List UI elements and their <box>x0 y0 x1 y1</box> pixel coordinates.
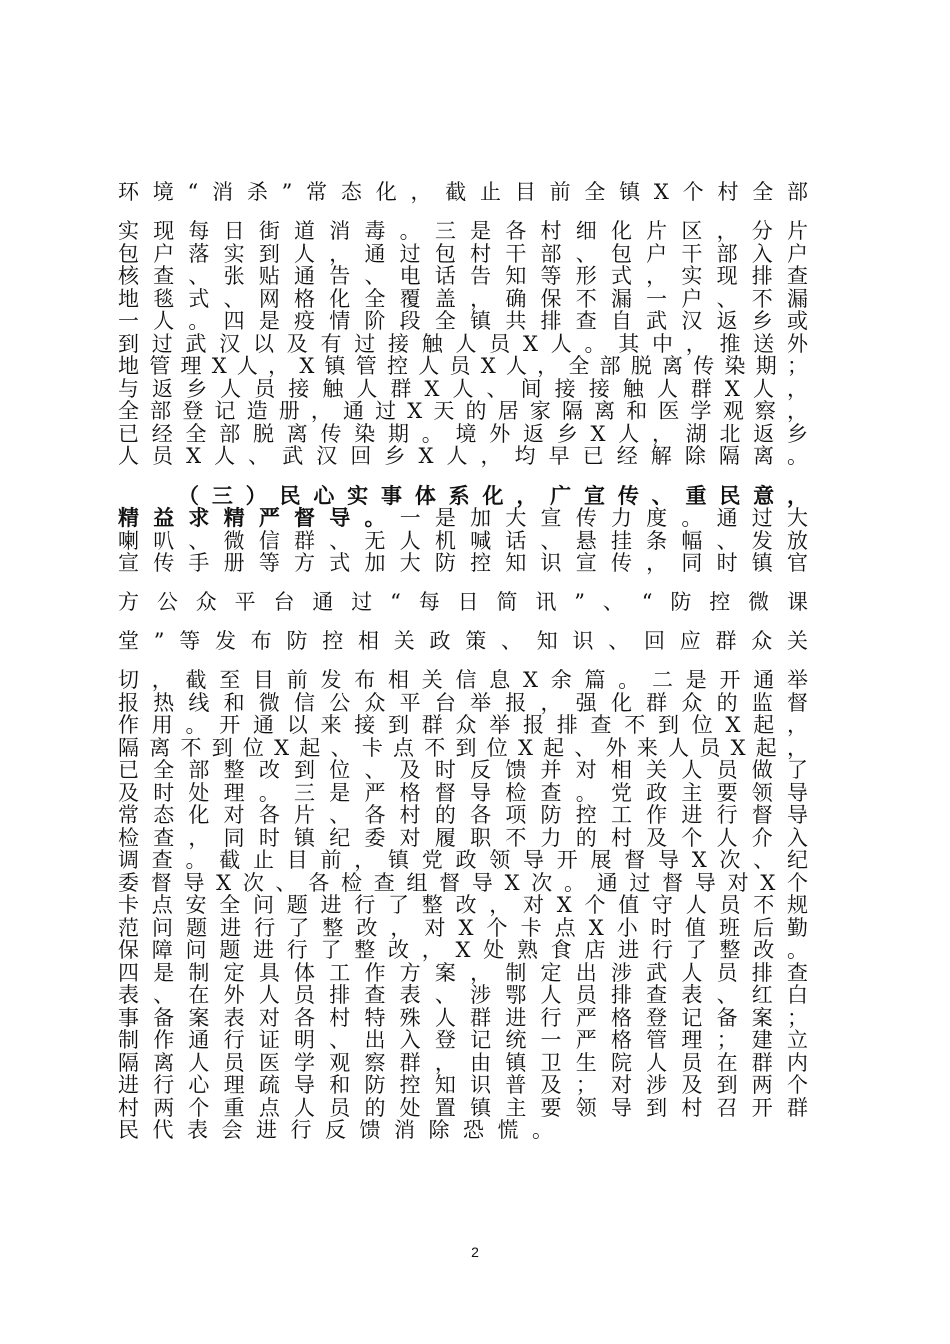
text-line: 地毯式、网格化全覆盖，确保不漏一户、不漏 <box>118 287 808 311</box>
text-line: 事备案表对各村特殊人群进行严格登记备案； <box>118 1006 808 1030</box>
text-line: 常态化对各片、各村的各项防控工作进行督导 <box>118 803 808 827</box>
text-line: 宣传手册等方式加大防控知识宣传，同时镇官 <box>118 551 808 575</box>
section-heading: （三）民心实事体系化，广宣传、重民意， <box>178 483 808 508</box>
text-line: 范问题进行了整改，对X个卡点X小时值班后勤 <box>118 916 808 940</box>
text-line: 卡点安全问题进行了整改，对X个值守人员不规 <box>118 893 808 917</box>
text-line: 堂”等发布防控相关政策、知识、回应群众关 <box>118 629 808 653</box>
text-run: 一是加大宣传力度。通过大 <box>399 506 809 530</box>
text-line: 委督导X次、各检查组督导X次。通过督导对X个 <box>118 871 808 895</box>
text-line: 报热线和微信公众平台举报，强化群众的监督 <box>118 691 808 715</box>
text-line: 到过武汉以及有过接触人员X人。其中，推送外 <box>118 332 808 356</box>
text-line: 喇叭、微信群、无人机喊话、悬挂条幅、发放 <box>118 529 808 553</box>
text-line: 全部登记造册，通过X天的居家隔离和医学观察， <box>118 399 808 423</box>
text-line: 村两个重点人员的处置镇主要领导到村召开群 <box>118 1096 808 1120</box>
text-line: 四是制定具体工作方案，制定出涉武人员排查 <box>118 961 808 985</box>
text-line: 隔离人员医学观察群，由镇卫生院人员在群内 <box>118 1051 808 1075</box>
text-line: 制作通行证明、出入登记统一严格管理；建立 <box>118 1028 808 1052</box>
text-line: 地管理X人，X镇管控人员X人，全部脱离传染期； <box>118 354 808 378</box>
text-line: 实现每日街道消毒。三是各村细化片区，分片 <box>118 219 808 243</box>
text-line: 隔离不到位X起、卡点不到位X起、外来人员X起， <box>118 736 808 760</box>
text-line: 作用。开通以来接到群众举报排查不到位X起， <box>118 713 808 737</box>
text-line: 包户落实到人，通过包村干部、包户干部入户 <box>118 242 808 266</box>
text-line: 切，截至目前发布相关信息X余篇。二是开通举 <box>118 668 808 692</box>
text-line: 方公众平台通过“每日简讯”、“防控微课 <box>118 590 808 614</box>
text-line: 保障问题进行了整改，X处熟食店进行了整改。 <box>118 938 808 962</box>
text-line: 及时处理。三是严格督导检查。党政主要领导 <box>118 781 808 805</box>
text-line: 人员X人、武汉回乡X人，均早已经解除隔离。 <box>118 444 808 468</box>
text-line-last: 民代表会进行反馈消除恐慌。 <box>118 1118 567 1142</box>
text-line: 与返乡人员接触人群X人、间接接触人群X人， <box>118 377 808 401</box>
text-line: 检查，同时镇纪委对履职不力的村及个人介入 <box>118 826 808 850</box>
page-number: 2 <box>471 1244 479 1260</box>
text-line: 进行心理疏导和防控知识普及；对涉及到两个 <box>118 1073 808 1097</box>
text-line: 已全部整改到位、及时反馈并对相关人员做了 <box>118 758 808 782</box>
text-line: 环境“消杀”常态化，截止目前全镇X个村全部 <box>118 180 808 204</box>
text-line: 调查。截止目前，镇党政领导开展督导X次、纪 <box>118 848 808 872</box>
section-heading-tail: 精益求精严督导。 <box>118 505 400 530</box>
text-line: 已经全部脱离传染期。境外返乡X人，湖北返乡 <box>118 422 808 446</box>
text-line: 一人。四是疫情阶段全镇共排查自武汉返乡或 <box>118 309 808 333</box>
text-line: 表、在外人员排查表、涉鄂人员排查表、红白 <box>118 983 808 1007</box>
text-line: 核查、张贴通告、电话告知等形式，实现排查 <box>118 264 808 288</box>
